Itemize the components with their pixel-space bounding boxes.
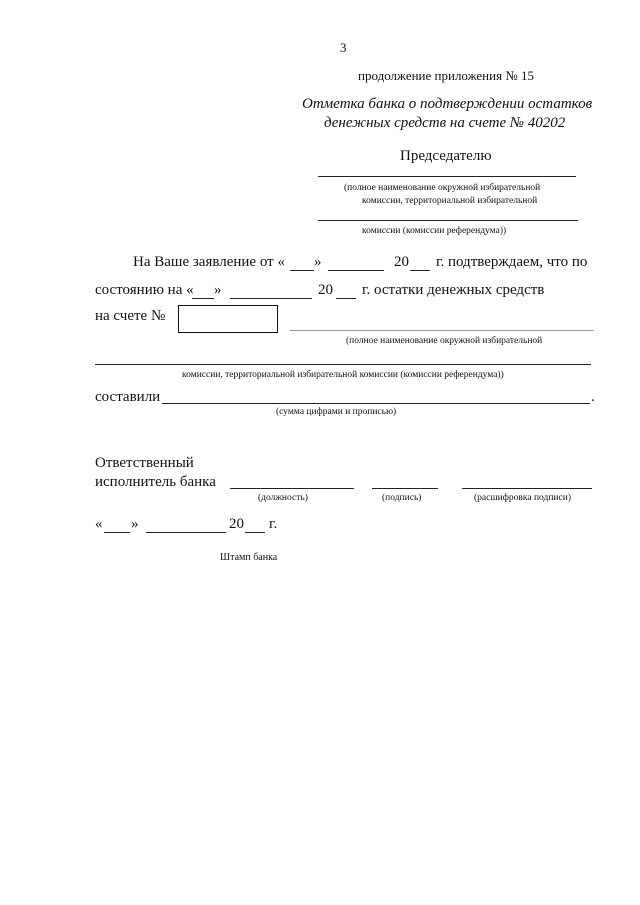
balance-year-field[interactable] [336,298,356,299]
para1-text-b: » [314,254,322,270]
bank-stamp-label: Штамп банка [220,552,278,563]
hint-signature: (подпись) [382,493,422,503]
commission-full-name-field-1[interactable] [290,330,594,331]
para1-text-c: 20 [394,254,409,270]
para1-text-a: На Ваше заявление от « [133,254,285,270]
date-year-prefix: 20 [229,516,244,532]
application-month-field[interactable] [328,270,384,271]
date-year-field[interactable] [245,532,265,533]
commission-full-name-field-2[interactable] [95,364,591,365]
date-suffix: г. [269,516,278,532]
application-day-field[interactable] [290,270,314,271]
hint-commission-full: комиссии, территориальной избирательной комиссии (комиссии референдума)) [182,370,504,380]
addressee: Председателю [400,148,492,164]
application-year-field[interactable] [410,270,430,271]
account-label: на счете № [95,308,166,324]
para2-text-a: состоянию на « [95,282,194,298]
date-day-field[interactable] [104,532,130,533]
hint-full-name: (полное наименование окружной избирательной [346,336,543,346]
commission-name-field-1[interactable] [318,176,576,177]
amount-label: составили [95,389,161,405]
date-close-quote: » [131,516,139,532]
date-month-field[interactable] [146,532,226,533]
hint-position: (должность) [258,493,308,503]
para2-text-b: » [214,282,222,298]
para2-text-d: г. остатки денежных средств [362,282,545,298]
signature-field[interactable] [372,488,438,489]
amount-field[interactable] [162,403,590,404]
para1-text-d: г. подтверждаем, что по [436,254,588,270]
balance-month-field[interactable] [230,298,312,299]
hint-commission-2: комиссии, территориальной избирательной [362,196,538,206]
position-field[interactable] [230,488,354,489]
commission-name-field-2[interactable] [318,220,578,221]
signature-decoding-field[interactable] [462,488,592,489]
form-title-line2: денежных средств на счете № 40202 [324,115,566,131]
page-number: 3 [340,40,347,55]
responsible-label-2: исполнитель банка [95,474,216,490]
para2-text-c: 20 [318,282,333,298]
hint-amount: (сумма цифрами и прописью) [276,407,397,417]
date-open-quote: « [95,516,103,532]
continuation-label: продолжение приложения № 15 [358,68,534,83]
hint-commission-3: комиссии (комиссии референдума)) [362,226,507,236]
responsible-label-1: Ответственный [95,455,194,471]
form-title-line1: Отметка банка о подтверждении остатков [302,96,593,112]
balance-day-field[interactable] [192,298,214,299]
hint-commission-1: (полное наименование окружной избирательной [344,183,541,193]
hint-decoding: (расшифровка подписи) [474,493,571,503]
account-number-box[interactable] [178,305,278,333]
amount-end: . [591,389,595,405]
